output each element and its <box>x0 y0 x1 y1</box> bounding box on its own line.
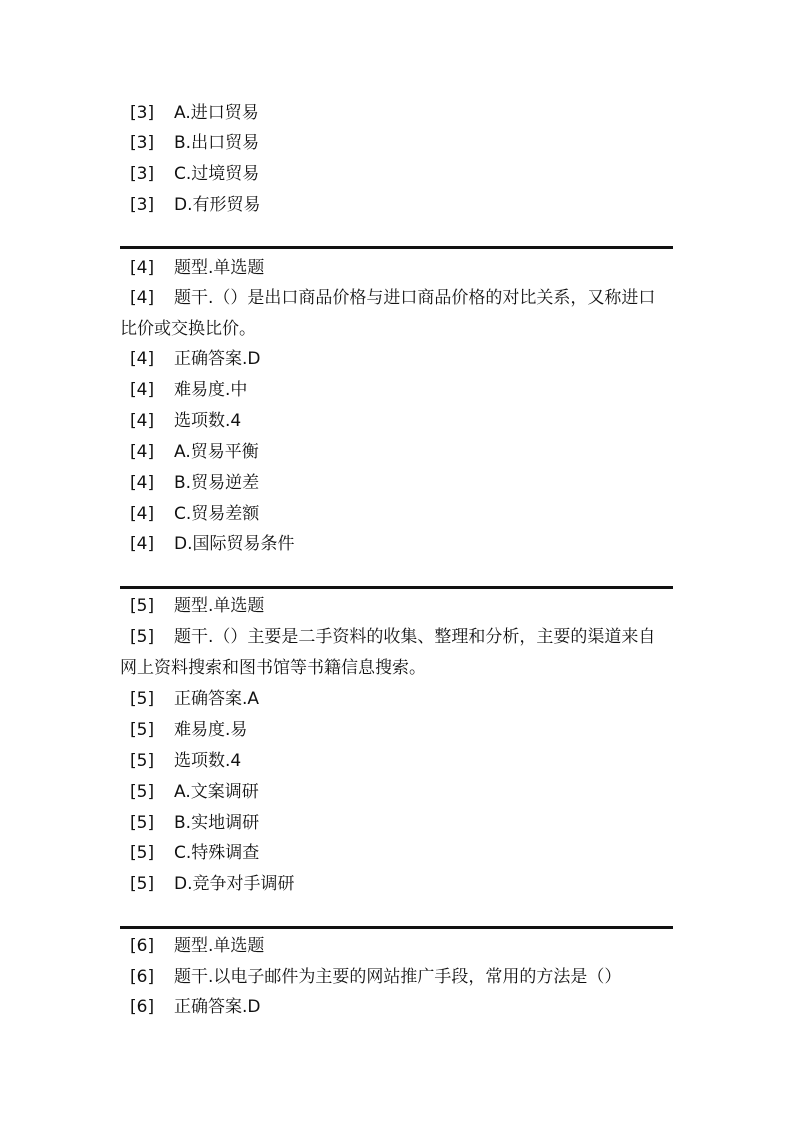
option-text: B.贸易逆差 <box>174 473 260 493</box>
question-number: [3] <box>130 133 155 153</box>
correct-answer: 正确答案.A <box>174 689 260 709</box>
question-number: [3] <box>130 103 155 123</box>
question-number: [4] <box>130 442 155 462</box>
difficulty: 难易度.中 <box>174 380 248 400</box>
question-number: [6] <box>130 997 155 1017</box>
option-count: 选项数.4 <box>174 751 242 771</box>
option-count: 选项数.4 <box>174 411 242 431</box>
option-text: B.出口贸易 <box>174 133 260 153</box>
question-stem: 题干.（）是出口商品价格与进口商品价格的对比关系，又称进口比价或交换比价。 <box>120 288 656 339</box>
question-number: [4] <box>130 349 155 369</box>
question-number: [3] <box>130 195 155 215</box>
question-number: [5] <box>130 813 155 833</box>
question-number: [4] <box>130 473 155 493</box>
question-type: 题型.单选题 <box>174 258 265 278</box>
difficulty: 难易度.易 <box>174 720 248 740</box>
section-divider <box>120 926 673 929</box>
question-number: [5] <box>130 689 155 709</box>
question-number: [4] <box>130 504 155 524</box>
correct-answer: 正确答案.D <box>174 349 261 369</box>
section-divider <box>120 246 673 249</box>
question-number: [4] <box>130 534 155 554</box>
question-number: [5] <box>130 627 155 647</box>
option-text: D.竞争对手调研 <box>174 874 295 894</box>
question-number: [5] <box>130 843 155 863</box>
question-type: 题型.单选题 <box>174 936 265 956</box>
question-number: [3] <box>130 164 155 184</box>
option-text: C.过境贸易 <box>174 164 260 184</box>
question-number: [5] <box>130 874 155 894</box>
question-number: [5] <box>130 596 155 616</box>
q5-stem <box>120 622 672 684</box>
question-number: [5] <box>130 782 155 802</box>
question-number: [6] <box>130 936 155 956</box>
question-stem: 题干.（）主要是二手资料的收集、整理和分析，主要的渠道来自网上资料搜索和图书馆等书籍信息搜索。 <box>120 627 656 678</box>
option-text: D.有形贸易 <box>174 195 261 215</box>
question-number: [5] <box>130 720 155 740</box>
question-number: [4] <box>130 288 155 308</box>
option-text: B.实地调研 <box>174 813 260 833</box>
option-text: C.贸易差额 <box>174 504 260 524</box>
q4-stem <box>120 283 672 345</box>
question-number: [5] <box>130 751 155 771</box>
question-type: 题型.单选题 <box>174 596 265 616</box>
question-number: [4] <box>130 411 155 431</box>
section-divider <box>120 586 673 589</box>
option-text: A.文案调研 <box>174 782 259 802</box>
option-text: A.贸易平衡 <box>174 442 259 462</box>
correct-answer: 正确答案.D <box>174 997 261 1017</box>
question-number: [4] <box>130 258 155 278</box>
option-text: A.进口贸易 <box>174 103 259 123</box>
question-number: [6] <box>130 967 155 987</box>
question-number: [4] <box>130 380 155 400</box>
option-text: C.特殊调查 <box>174 843 260 863</box>
question-stem: 题干.以电子邮件为主要的网站推广手段，常用的方法是（） <box>174 967 622 987</box>
option-text: D.国际贸易条件 <box>174 534 295 554</box>
